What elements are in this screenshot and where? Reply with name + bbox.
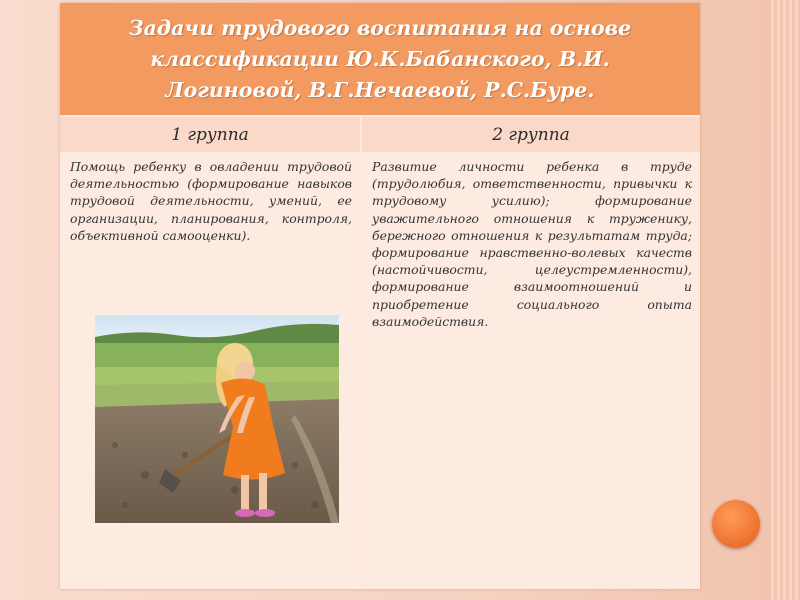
column-header-group-2: 2 группа (362, 117, 700, 152)
slide-title: Задачи трудового воспитания на основе классификации Ю.К.Бабанского, В.И. Логиновой, В.Г.Нечаевой, Р.С.Буре. (128, 15, 632, 102)
content-table (60, 3, 700, 589)
girl-digging-photo (95, 315, 339, 523)
group-1-description: Помощь ребенку в овладении трудовой деятельностью (формирование навыков трудовой деятельности, умений, ее организации, планирования, контроля, объективной самооценки). (70, 159, 352, 243)
group-2-description: Развитие личности ребенка в труде (трудолюбия, ответственности, привычки к трудовому усилию); формирование уважительного отношения к труженику, бережного отношения к результатам труда; формирование нравственно-волевых качеств (настойчивости, целеустремленности), формирование взаимоотношений и приобретение социального опыта взаимодействия. (372, 159, 692, 329)
column-header-group-1: 1 группа (60, 117, 360, 152)
table-cell-group-2 (362, 153, 700, 589)
table-header-row (60, 117, 700, 152)
title-bar (60, 3, 700, 115)
table-cell-group-1 (60, 153, 360, 589)
circle-button-icon[interactable] (712, 500, 760, 548)
table-body-row (60, 153, 700, 589)
decorative-stripes (768, 0, 800, 600)
